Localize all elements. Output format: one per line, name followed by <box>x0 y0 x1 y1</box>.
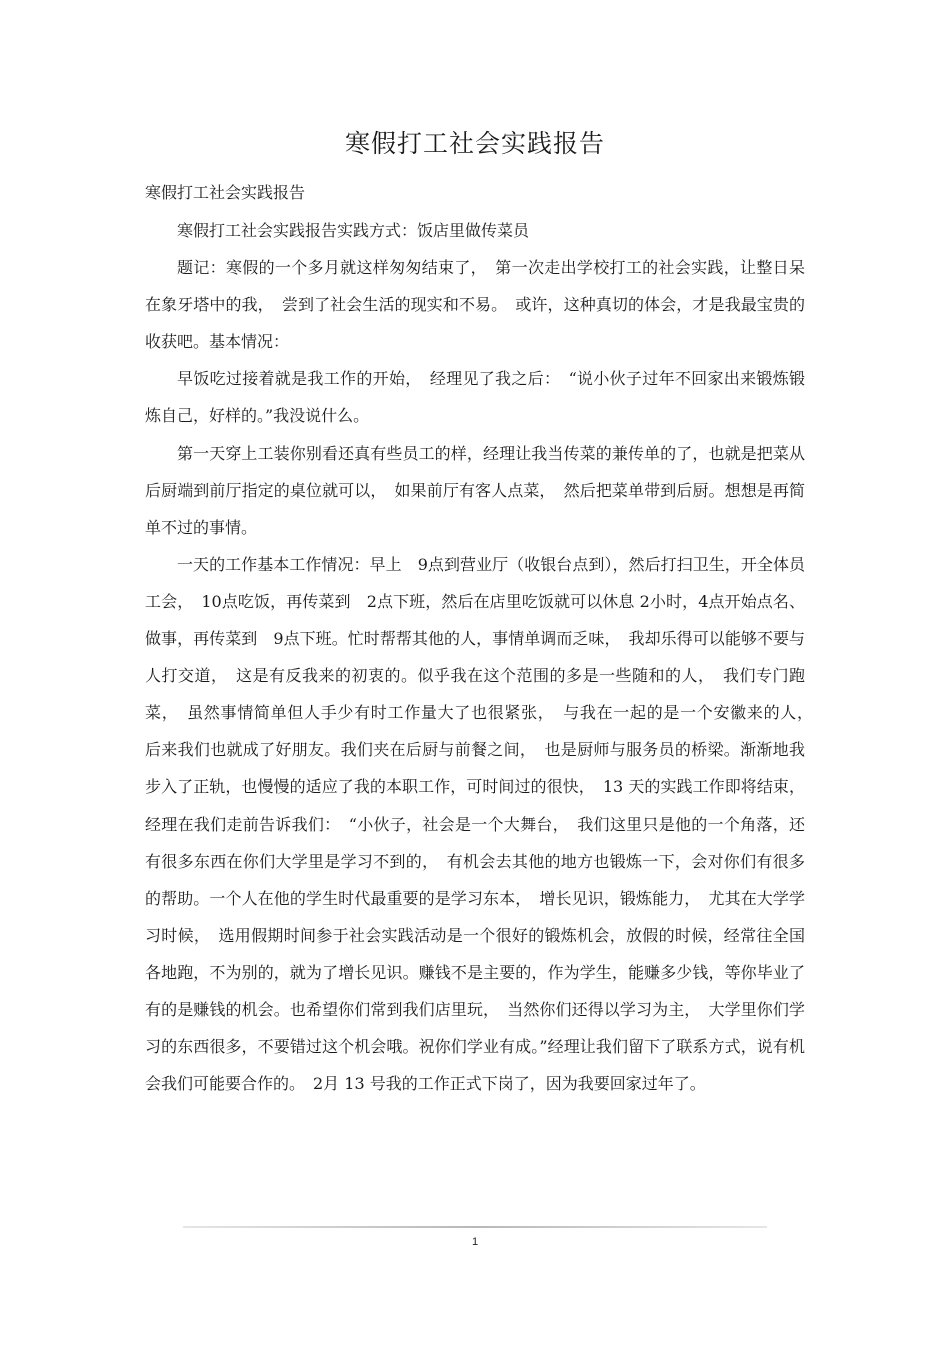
page-number: 1 <box>471 1236 479 1248</box>
paragraph-first-meeting: 早饭吃过接着就是我工作的开始， 经理见了我之后： “说小伙子过年不回家出来锻炼锻炼自己，好样的。”我没说什么。 <box>145 369 805 426</box>
footer-divider <box>183 1226 767 1228</box>
document-title: 寒假打工社会实践报告 <box>344 129 605 158</box>
paragraph-daily-work: 一天的工作基本工作情况：早上 9点到营业厅（收银台点到），然后打扫卫生，开全体员工会， 10点吃饭，再传菜到 2点下班，然后在店里吃饭就可以休息 2小时，4点开始点名、做事，再传菜到 9点下班。忙时帮帮其他的人，事情单调而乏味， 我却乐得可以能够不要与人打交道， 这是有反我来的初衷的。似乎我在这个范围的多是一些随和的人， 我们专门跑菜， 虽然事情简单但人手少有时工作量大了也很紧张， 与我在一起的是一个安徽来的人， 后来我们也就成了好朋友。我们夹在后厨与前餐之间， 也是厨师与服务员的桥梁。渐渐地我步入了正轨，也慢慢的适应了我的本职工作，可时间过的很快， 13 天的实践工作即将结束，经理在我们走前告诉我们： “小伙子，社会是一个大舞台， 我们这里只是他的一个角落，还有很多东西在你们大学里是学习不到的， 有机会去其他的地方也锻炼一下，会对你们有很多的帮助。一个人在他的学生时代最重要的是学习东本， 增长见识，锻炼能力， 尤其在大学学习时候， 选用假期时间参于社会实践活动是一个很好的锻炼机会，放假的时候，经常往全国各地跑，不为别的，就为了增长见识。赚钱不是主要的，作为学生，能赚多少钱，等你毕业了有的是赚钱的机会。也希望你们常到我们店里玩， 当然你们还得以学习为主， 大学里你们学习的东西很多，不要错过这个机会哦。祝你们学业有成。”经理让我们留下了联系方式，说有机会我们可能要合作的。 2月 13 号我的工作正式下岗了，因为我要回家过年了。 <box>145 554 822 1094</box>
paragraph-practice-method: 寒假打工社会实践报告实践方式：饭店里做传菜员 <box>177 221 530 240</box>
document-body <box>145 212 822 1102</box>
paragraph-foreword: 题记：寒假的一个多月就这样匆匆结束了， 第一次走出学校打工的社会实践，让整日呆在象牙塔中的我， 尝到了社会生活的现实和不易。 或许，这种真切的体会，才是我最宝贵的收获吧。基本情况： <box>145 258 805 352</box>
document-subtitle: 寒假打工社会实践报告 <box>145 183 306 202</box>
paragraph-first-day: 第一天穿上工装你别看还真有些员工的样，经理让我当传菜的兼传单的了，也就是把菜从后厨端到前厅指定的桌位就可以， 如果前厅有客人点菜， 然后把菜单带到后厨。想想是再简单不过的事情。 <box>145 443 805 537</box>
